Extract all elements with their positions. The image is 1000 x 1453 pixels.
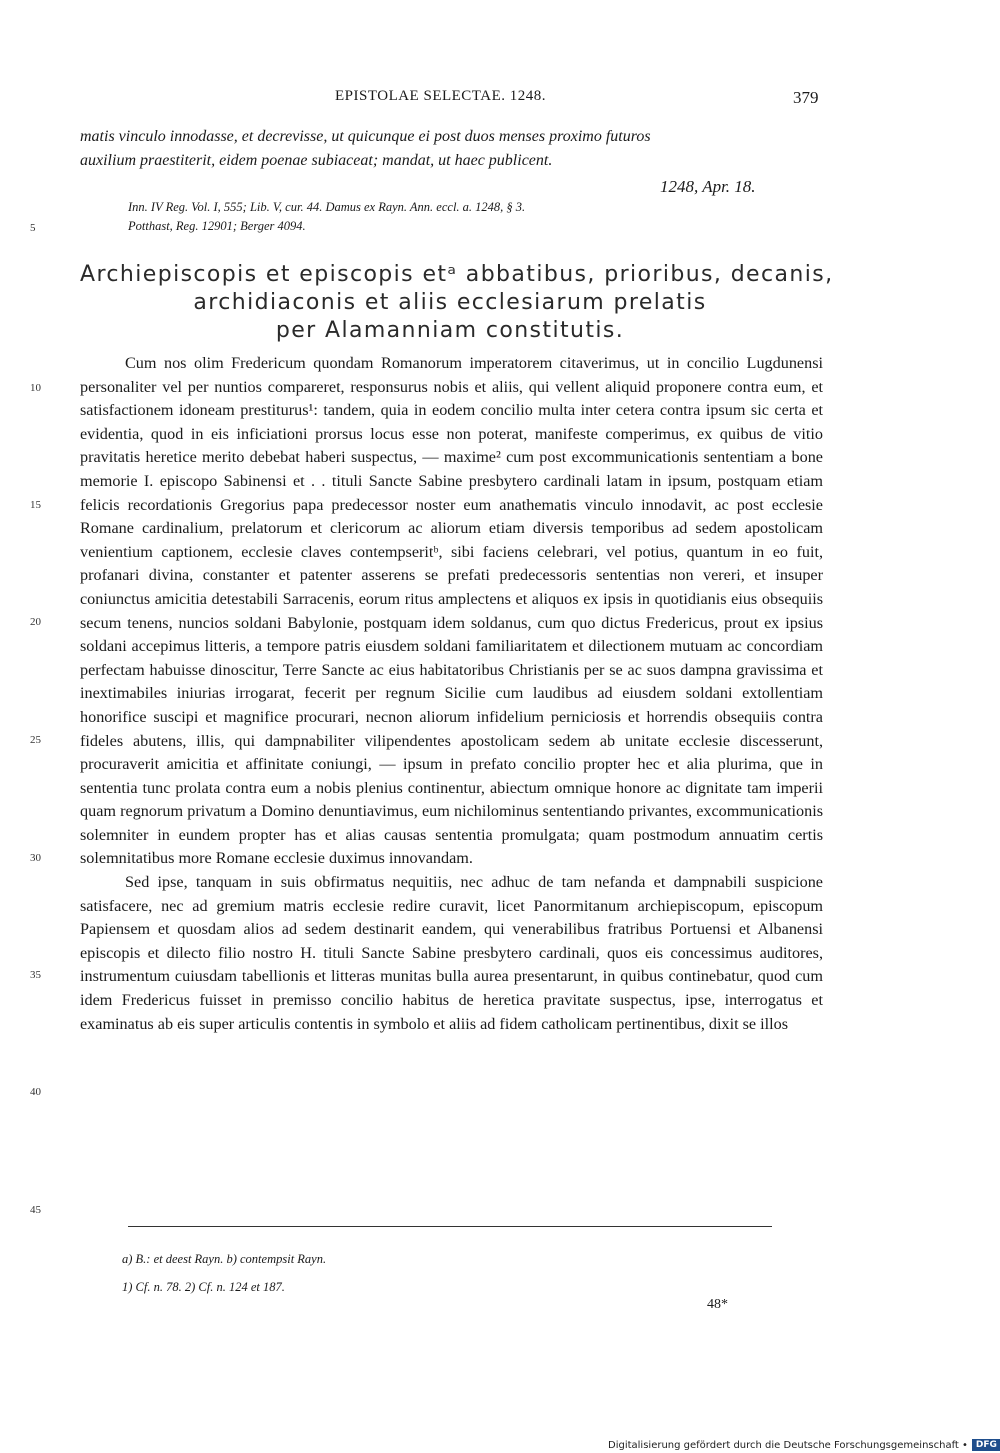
line-number: 10 <box>30 382 41 394</box>
dfg-logo: DFG <box>972 1439 1000 1451</box>
intro-line-1: matis vinculo innodasse, et decrevisse, ut quicunque ei post duos menses proximo futuros <box>80 128 651 145</box>
signature-mark: 48* <box>707 1297 728 1312</box>
page-number: 379 <box>793 88 819 107</box>
source-reference-1: Inn. IV Reg. Vol. I, 555; Lib. V, cur. 44. Damus ex Rayn. Ann. eccl. a. 1248, § 3. <box>128 200 526 214</box>
line-number: 20 <box>30 616 41 628</box>
letter-date: 1248, Apr. 18. <box>660 177 756 196</box>
footnote-references: 1) Cf. n. 78. 2) Cf. n. 124 et 187. <box>122 1280 285 1294</box>
line-number: 5 <box>30 222 36 234</box>
digitization-credit <box>608 1437 1000 1453</box>
intro-line-2: auxilium praestiterit, eidem poenae subiaceat; mandat, ut haec publicent. <box>80 152 553 169</box>
address-heading-line-3: per Alamanniam constitutis. <box>275 318 625 343</box>
source-reference-2: Potthast, Reg. 12901; Berger 4094. <box>128 219 306 233</box>
running-header-title: EPISTOLAE SELECTAE. 1248. <box>335 88 547 104</box>
footnote-variants: a) B.: et deest Rayn. b) contempsit Rayn. <box>122 1252 327 1266</box>
line-number: 45 <box>30 1204 41 1216</box>
letter-body <box>80 352 823 1036</box>
line-number: 40 <box>30 1086 41 1098</box>
body-paragraph-2: Sed ipse, tanquam in suis obfirmatus nequitiis, nec adhuc de tam nefanda et dampnabili suspicione satisfacere, nec ad gremium matris ecclesie redire curavit, licet Panormitanum archiepiscopum, episcopum Papiensem et quosdam alios ad sedem destinarit eandem, qui venerabilibus fratribus Portuensi et Albanensi episcopis et dilecto filio nostro H. tituli Sancte Sabine presbytero cardinali, quos eis concessimus auditores, instrumentum cuiusdam tabellionis et litteras munitas bulla aurea presentarunt, in quibus continebatur, quod cum idem Fredericus fuisset in premisso concilio habitus de heretica pravitate suspectus, ipse, interrogatus et examinatus ab eis super articulis contentis in symbolo et aliis ad fidem catholicam pertinentibus, dixit se illos <box>80 873 823 1033</box>
address-heading-line-2: archidiaconis et aliis ecclesiarum prelatis <box>193 290 707 315</box>
body-paragraph-1: Cum nos olim Fredericum quondam Romanorum imperatorem citaverimus, ut in concilio Lugdunensi personaliter vel per nuntios compareret, responsurus nobis et aliis, qui vellent aliquid proponere contra eum, et satisfactionem idoneam prestiturus¹: tandem, quia in eodem concilio multa inter cetera contra ipsum sic certa et evidentia, quod in eis inficiationi prorsus locus esse non poterat, manifeste comperimus, ex quibus de vitio pravitatis heretice merito debebat haberi suspectus, — maxime² cum post excommunicationis sententiam a bone memorie I. episcopo Sabinensi et . . tituli Sancte Sabine presbytero cardinali latam in ipsum, postquam etiam felicis recordationis Gregorius papa predecessor noster eum anathematis vinculo innodavit, ac post ecclesie Romane cardinalium, prelatorum et clericorum ac aliorum etiam diversis temporibus ad sedem apostolicam venientium captionem, ecclesie claves contempseritᵇ, sibi faciens celebrari, vel potius, quantum in eo fuit, profanari divina, constanter et patenter asserens se prefati predecessoris sententias non vereri, et insuper coniunctus amicitia detestabili Sarracenis, eorum ritus amplectens et aliquos ex ipsis in quotidianis eius obsequiis secum tenens, nuncios soldani Babylonie, postquam idem soldanus, cum quo dictus Fredericus, prout ex ipsius soldani accepimus litteris, a tempore patris eiusdem soldani familiaritatem et dilectionem mutuam ac concordiam perfectam habuisse dinoscitur, Terre Sancte ac eius habitatoribus Christianis per se ac suos dampna gravissima et inextimabiles iniurias irrogarat, fecerit per regnum Sicilie cum laudibus ad eiusdem soldani extollentiam honorifice suscipi et magnifice procurari, necnon aliorum infidelium perniciosis et horrendis obsequiis contra fideles abutens, illis, qui dampnabiliter vilipendentes apostolicam sedem ab unitate ecclesie discesserunt, procuraverit amicitia et affinitate coniungi, — ipsum in prefato concilio propter hec et alia plurima, que in sententia tunc prolata contra eum a nobis plenius continentur, abiectum omnique honore ac dignitate tam imperii quam regnorum privatum a Domino denuntiavimus, eum nichilominus sententiando privantes, excommunicationis solemniter in eundem propter has et alias causas sententia promulgata; quam postmodum annuatim certis solemnitatibus more Romane ecclesie duximus innovandam. <box>80 354 823 868</box>
credit-text: Digitalisierung gefördert durch die Deutsche Forschungsgemeinschaft • <box>608 1439 968 1451</box>
address-heading-line-1: Archiepiscopis et episcopis etᵃ abbatibus, prioribus, decanis, <box>80 262 834 287</box>
footnote-divider <box>128 1226 772 1227</box>
line-number: 30 <box>30 852 41 864</box>
line-number: 15 <box>30 499 41 511</box>
line-number: 25 <box>30 734 41 746</box>
line-number: 35 <box>30 969 41 981</box>
